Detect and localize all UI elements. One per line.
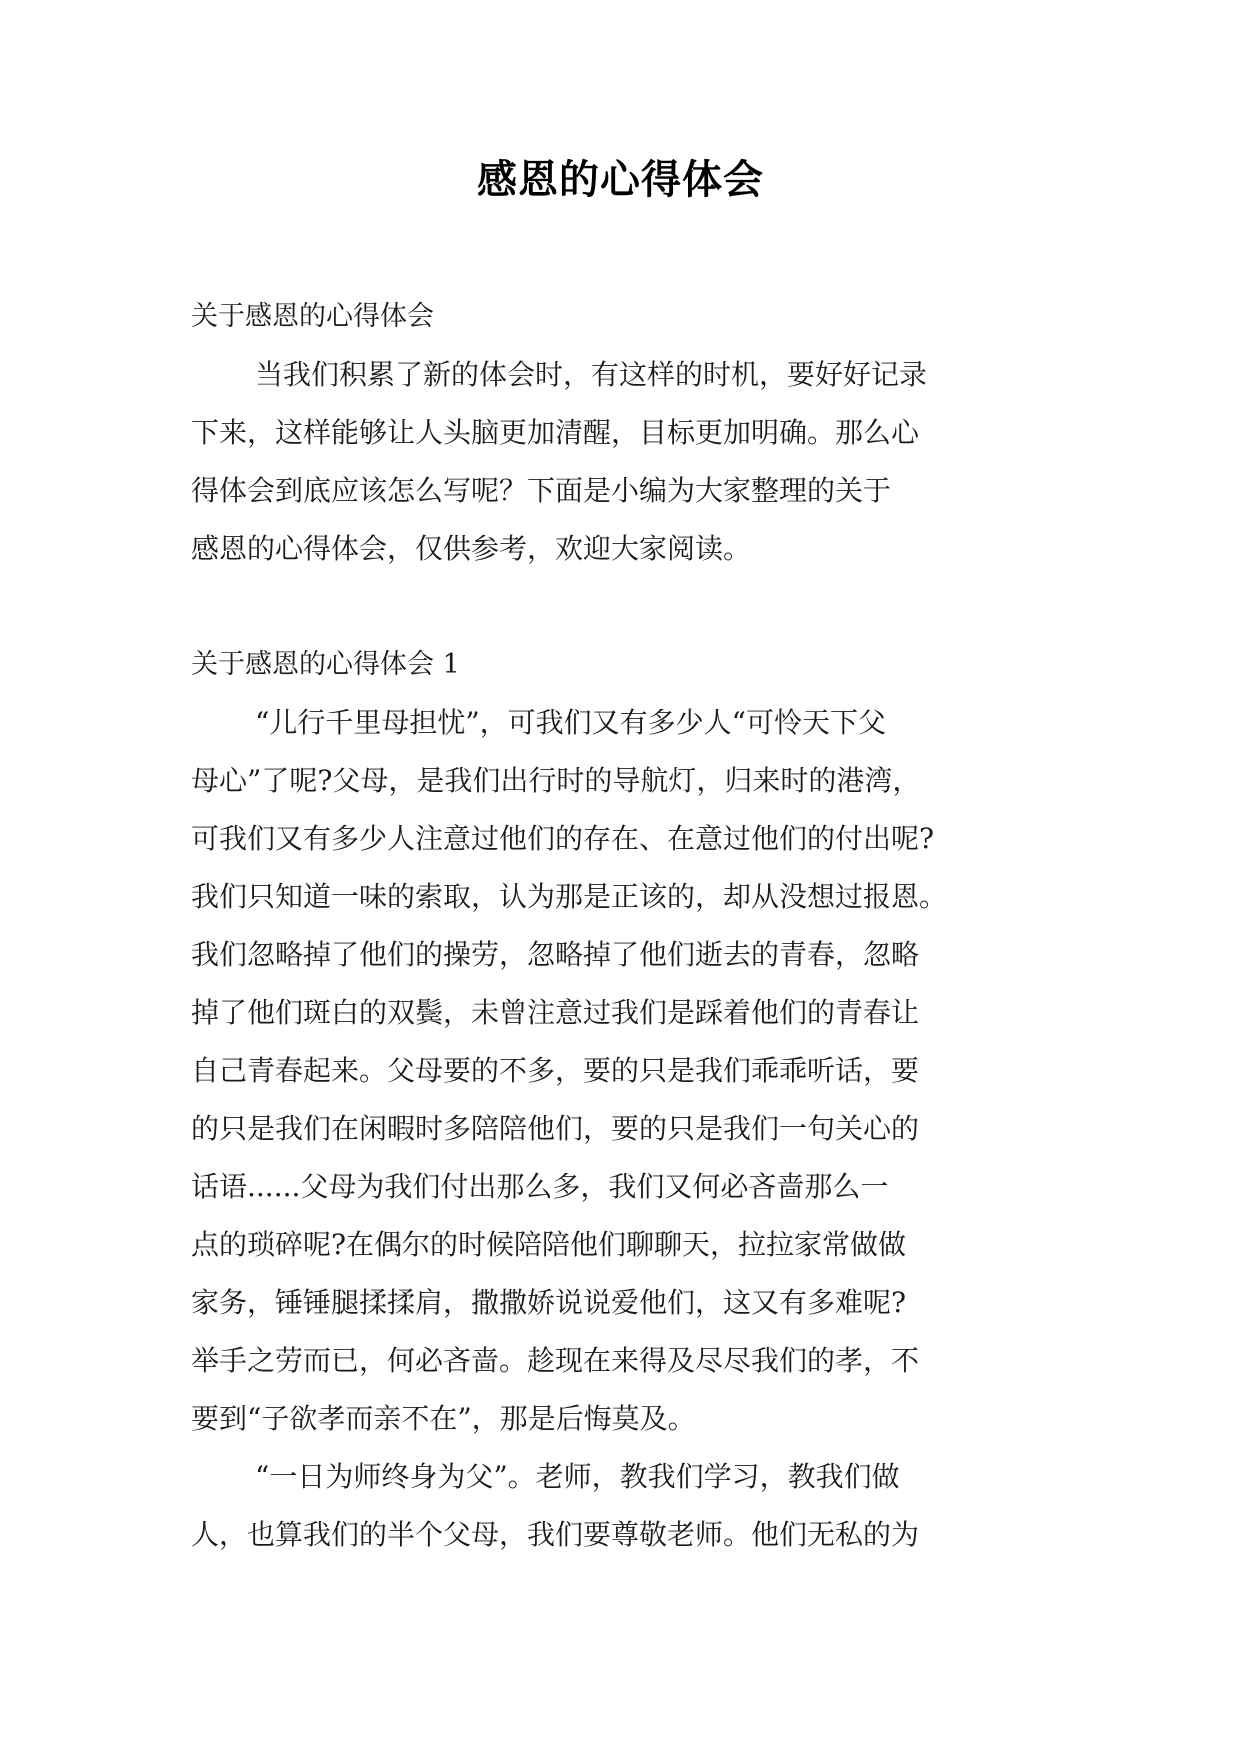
- paragraph-line: 举手之劳而已，何必吝啬。趁现在来得及尽尽我们的孝，不: [191, 1344, 920, 1377]
- intro-heading: 关于感恩的心得体会: [191, 301, 434, 332]
- paragraph-line: 家务，锤锤腿揉揉肩，撒撒娇说说爱他们，这又有多难呢?: [191, 1286, 907, 1319]
- paragraph-line: 自己青春起来。父母要的不多，要的只是我们乖乖听话，要: [191, 1054, 920, 1087]
- paragraph-line: 当我们积累了新的体会时，有这样的时机，要好好记录: [255, 358, 928, 391]
- paragraph-line: 下来，这样能够让人头脑更加清醒，目标更加明确。那么心: [191, 416, 920, 449]
- paragraph-line: 点的琐碎呢?在偶尔的时候陪陪他们聊聊天，拉拉家常做做: [191, 1228, 907, 1261]
- paragraph-line: 话语......父母为我们付出那么多，我们又何必吝啬那么一: [191, 1170, 889, 1203]
- paragraph-line: 人，也算我们的半个父母，我们要尊敬老师。他们无私的为: [191, 1518, 920, 1551]
- section-1-heading: 关于感恩的心得体会 1: [191, 649, 460, 680]
- section-spacer: [191, 578, 1051, 636]
- paragraph-line: 感恩的心得体会，仅供参考，欢迎大家阅读。: [191, 532, 752, 565]
- paragraph-line: 要到“子欲孝而亲不在”，那是后悔莫及。: [191, 1402, 696, 1435]
- paragraph-line: “一日为师终身为父”。老师，教我们学习，教我们做: [255, 1460, 900, 1493]
- document-title: 感恩的心得体会: [477, 157, 764, 203]
- paragraph-line: “儿行千里母担忧”，可我们又有多少人“可怜天下父: [255, 706, 886, 739]
- paragraph-line: 母心”了呢?父母，是我们出行时的导航灯，归来时的港湾，: [191, 764, 921, 797]
- document-body: [191, 288, 1051, 1564]
- paragraph-line: 我们忽略掉了他们的操劳，忽略掉了他们逝去的青春，忽略: [191, 938, 920, 971]
- paragraph-line: 掉了他们斑白的双鬓，未曾注意过我们是踩着他们的青春让: [191, 996, 920, 1029]
- paragraph-line: 得体会到底应该怎么写呢？下面是小编为大家整理的关于: [191, 474, 892, 507]
- paragraph-line: 可我们又有多少人注意过他们的存在、在意过他们的付出呢?: [191, 822, 935, 855]
- paragraph-line: 我们只知道一味的索取，认为那是正该的，却从没想过报恩。: [191, 880, 948, 913]
- paragraph-line: 的只是我们在闲暇时多陪陪他们，要的只是我们一句关心的: [191, 1112, 920, 1145]
